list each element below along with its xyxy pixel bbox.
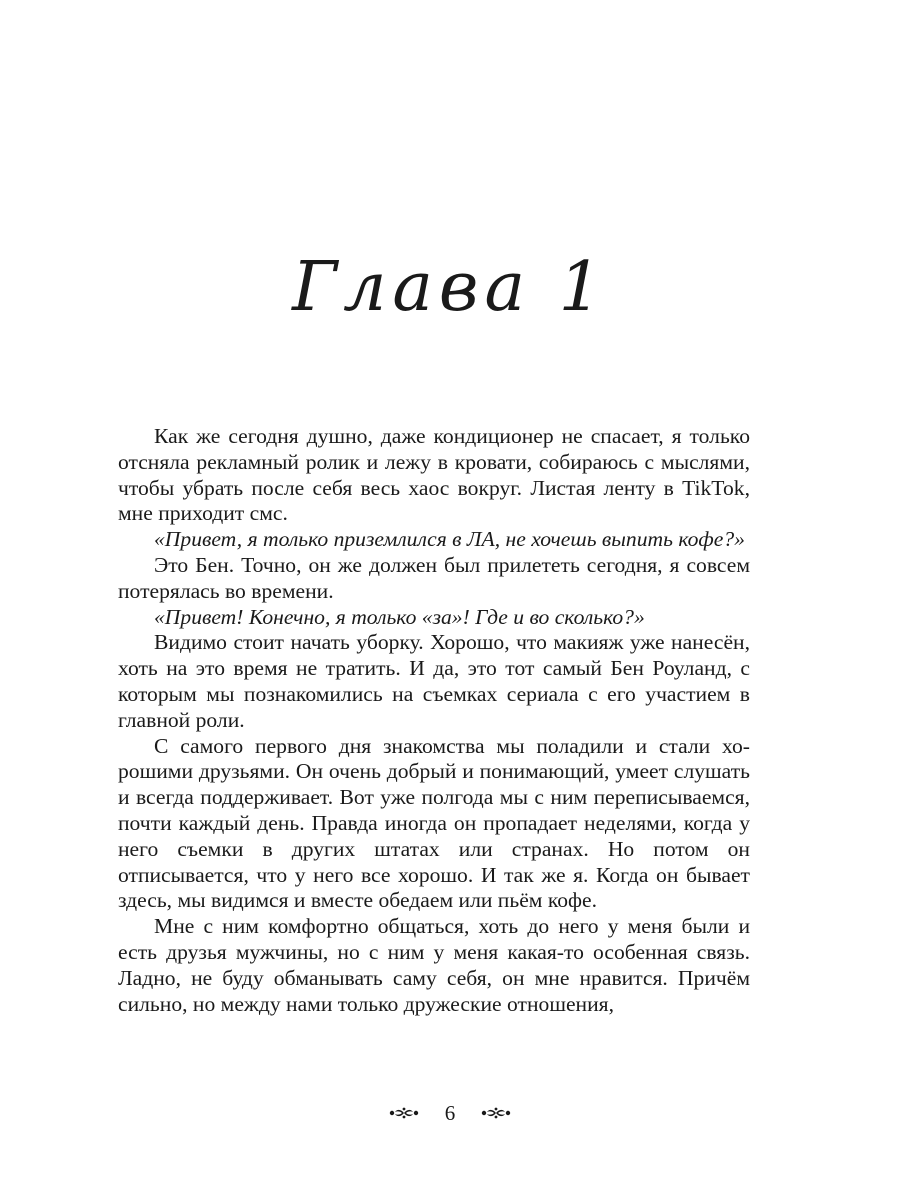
message-quote: «Привет! Конечно, я только «за»! Где и во сколько?» xyxy=(154,604,645,629)
paragraph: С самого первого дня знакомства мы поладили и стали хорошими друзьями. Он очень добрый и понимающий, умеет слушать и всегда поддерживает. Вот уже полгода мы с ним переписываемся, почти каждый день. Правда иногда он пропадает неделями, когда у него съемки в других штатах или странах. Но потом он отписывается, что у него все хорошо. И так же я. Когда он бывает здесь, мы видимся и вместе обедаем или пьём кофе. xyxy=(118,733,750,913)
message-quote: «Привет, я только приземлился в ЛА, не хочешь выпить кофе?» xyxy=(154,527,745,552)
page-number: 6 xyxy=(444,1101,456,1125)
paragraph: Видимо стоит начать уборку. Хорошо, что макияж уже нанесён, хоть на это время не тратить. И да, это тот самый Бен Роуланд, с которым мы познакомились на съемках сериала с его участием в главной роли. xyxy=(118,630,750,732)
page-footer xyxy=(0,1098,900,1128)
floral-ornament-right-icon xyxy=(481,1106,511,1120)
floral-ornament-left-icon xyxy=(389,1106,419,1120)
chapter-title: Глава 1 xyxy=(292,248,608,327)
body-text xyxy=(118,424,750,1017)
paragraph: Как же сегодня душно, даже кондиционер не спасает, я только отсняла рекламный ролик и лежу в кровати, собираюсь с мыслями, чтобы убрать после себя весь хаос вокруг. Листая ленту в TikTok, мне приходит смс. xyxy=(118,424,750,526)
paragraph: Мне с ним комфортно общаться, хоть до него у меня были и есть друзья мужчины, но с ним у меня какая-то особенная связь. Ладно, не буду обманывать саму себя, он мне нравится. Причём сильно, но между нами только дружеские отношения, xyxy=(118,914,750,1016)
paragraph: Это Бен. Точно, он же должен был прилететь сегодня, я совсем потерялась во времени. xyxy=(118,552,750,603)
